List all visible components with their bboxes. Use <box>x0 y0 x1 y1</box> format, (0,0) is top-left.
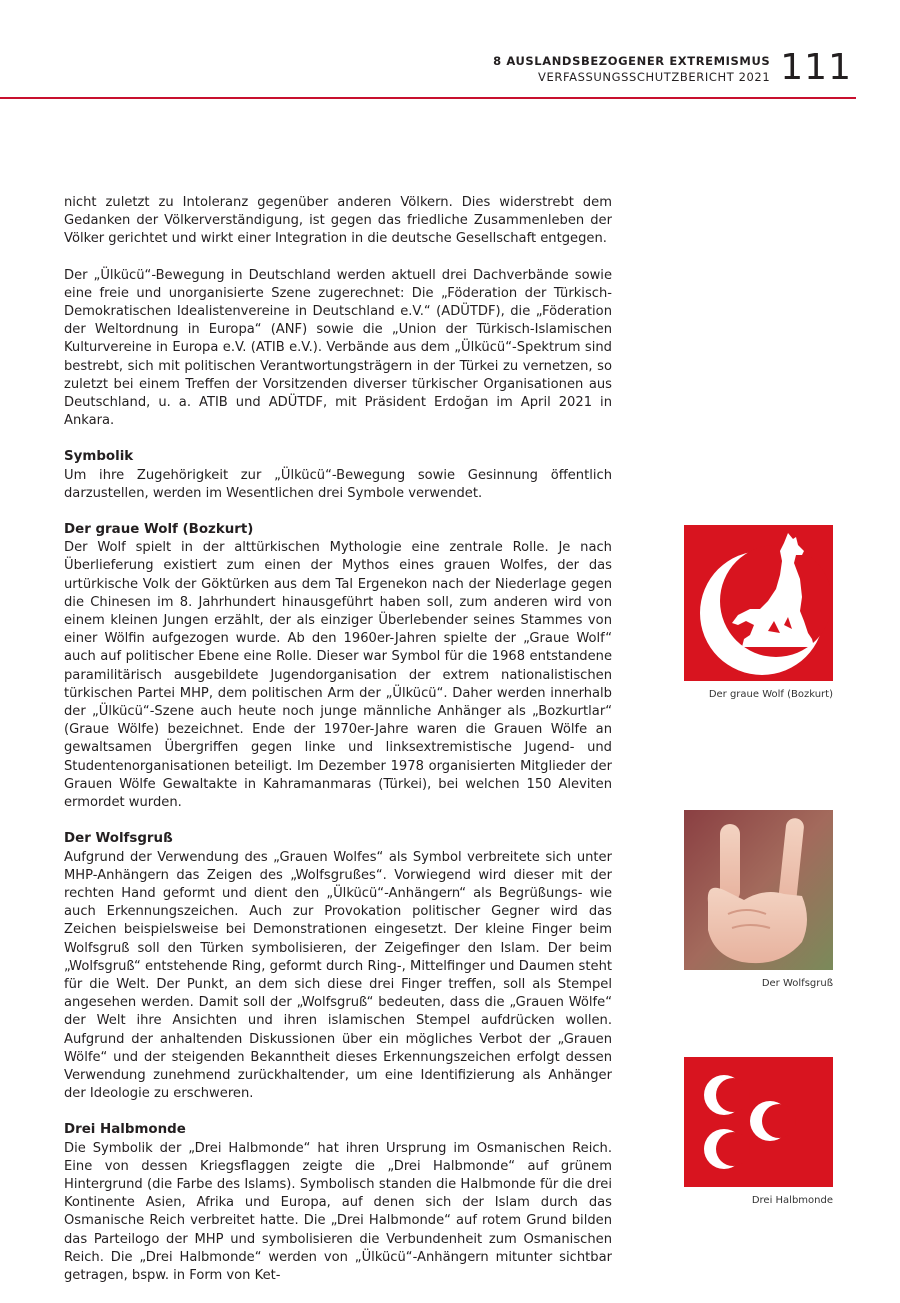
halbmonde-caption: Drei Halbmonde <box>751 1195 833 1206</box>
wolf-caption: Der graue Wolf (Bozkurt) <box>708 689 833 700</box>
wolf-heading: Der graue Wolf (Bozkurt) <box>64 522 254 538</box>
wolfsgruss-paragraph: Aufgrund der Verwendung des „Grauen Wolfes“ als Symbol verbreitete sich unter MHP-Anhängern das Zeigen des „Wolfsgrußes“. Vorwiegend wird dieser mit der rechten Hand geformt und dient den „Ülkücü“-Anhängern“ als Begrüßungs- wie auch Erkennungszeichen. Auch zur Provokation politischer Gegner wird das Zeichen beispielsweise bei Demonstrationen eingesetzt. Der kleine Finger beim Wolfsgruß soll den Türken symbolisieren, der Zeigefinger den Islam. Der beim „Wolfsgruß“ entstehende Ring, geformt durch Ring-, Mittelfinger und Daumen steht für die Welt. Der Punkt, an dem sich diese drei Finger treffen, soll als Stempel angesehen werden. Damit soll der „Wolfsgruß“ bedeuten, dass die „Grauen Wölfe“ der Welt ihre Ansichten und ihren islamischen Stempel aufdrücken wollen. Aufgrund der anhaltenden Diskussionen über ein mögliches Verbot der „Grauen Wölfe“ und der steigenden Bekanntheit dieses Erkennungszeichen erfolgt dessen Verwendung zunehmend zurückhaltender, um eine Identifizierung als Anhänger der Ideologie zu erschweren. <box>64 849 612 1102</box>
header-text <box>493 53 770 85</box>
figure-three-crescents <box>684 1057 833 1207</box>
header-divider <box>0 97 856 99</box>
wolf-paragraph: Der Wolf spielt in der alttürkischen Mythologie eine zentrale Rolle. Je nach Überlieferung existiert zum einen der Mythos eines grauen Wolfes, der das urtürkische Volk der Göktürken aus dem Tal Ergenekon nach der Niederlage gegen die Chinesen im 8. Jahrhundert hinausgeführt haben soll, zum anderen wird von einem kleinen Jungen erzählt, der als einziger Überlebender seines Stammes von einer Wölfin aufgezogen wurde. Ab den 1960er-Jahren spielte der „Graue Wolf“ auch auf politischer Ebene eine Rolle. Dieser war Symbol für die 1968 entstandene paramilitärisch ausgebildete Jugendorganisation der extrem nationalistischen türkischen Partei MHP, dem politischen Arm der „Ülkücü“. Daher werden innerhalb der „Ülkücü“-Szene auch heute noch junge männliche Anhänger als „Bozkurtlar“ (Graue Wölfe) bezeichnet. Ende der 1970er-Jahre waren die Grauen Wölfe an gewaltsamen Übergriffen gegen linke und linksextremistische Jugend- und Studentenorganisationen beteiligt. Im Dezember 1978 organisierten Mitglieder der Grauen Wölfe Gewaltakte in Kahramanmaras (Türkei), bei welchen 150 Aleviten ermordet wurden. <box>64 540 612 811</box>
page-header <box>493 48 852 88</box>
symbolik-heading: Symbolik <box>64 449 134 465</box>
halbmonde-paragraph: Die Symbolik der „Drei Halbmonde“ hat ihren Ursprung im Osmanischen Reich. Eine von dessen Kriegsflaggen zeigte die „Drei Halbmonde“ auf grünem Hintergrund (die Farbe des Islams). Symbolisch standen die Halbmonde für die drei Kontinente Asien, Afrika und Europa, auf denen sich der Islam durch das Osmanische Reich verbreitet hatte. Die „Drei Halbmonde“ auf rotem Grund bilden das Parteilogo der MHP und symbolisieren die Verbundenheit zum Osmanischen Reich. Die „Drei Halbmonde“ werden von „Ülkücü“-Anhängern mitunter sichtbar getragen, bspw. in Form von Ket- <box>64 1140 612 1283</box>
figure-grey-wolf <box>684 525 833 701</box>
wolf-salute-hand-image <box>684 810 833 970</box>
wolfsgruss-caption: Der Wolfsgruß <box>761 978 833 989</box>
report-title: VERFASSUNGSSCHUTZBERICHT 2021 <box>538 70 771 84</box>
three-crescents-flag-image <box>684 1057 833 1187</box>
wolfsgruss-heading: Der Wolfsgruß <box>64 831 173 847</box>
symbolik-paragraph: Um ihre Zugehörigkeit zur „Ülkücü“-Bewegung sowie Gesinnung öffentlich darzustellen, werden im Wesentlichen drei Symbole verwendet. <box>64 467 612 501</box>
intro-paragraph-1: nicht zuletzt zu Intoleranz gegenüber anderen Völkern. Dies widerstrebt dem Gedanken der Völkerverständigung, ist gegen das friedliche Zusammenleben der Völker gerichtet und wirkt einer Integration in die deutsche Gesellschaft entgegen. <box>64 195 612 247</box>
halbmonde-heading: Drei Halbmonde <box>64 1122 186 1138</box>
intro-paragraph-2: Der „Ülkücü“-Bewegung in Deutschland werden aktuell drei Dachverbände sowie eine freie und unorganisierte Szene zugerechnet: Die „Föderation der Türkisch-Demokratischen Idealistenvereine in Deutschland e.V.“ (ADÜTDF), die „Föderation der Weltordnung in Europa“ (ANF) sowie die „Union der Türkisch-Islamischen Kulturvereine in Europa e.V. (ATIB e.V.). Verbände aus dem „Ülkücü“-Spektrum sind bestrebt, sich mit politischen Verantwortungsträgern in der Türkei zu vernetzen, so zuletzt bei einem Treffen der Vorsitzenden diverser türkischer Organisationen aus Deutschland, u. a. ATIB und ADÜTDF, mit Präsident Erdoğan im April 2021 in Ankara. <box>64 267 612 429</box>
page-number: 111 <box>780 47 852 88</box>
grey-wolf-emblem-image <box>684 525 833 681</box>
figure-wolf-salute <box>684 810 833 990</box>
main-text-column <box>64 194 612 1303</box>
chapter-title: 8 AUSLANDSBEZOGENER EXTREMISMUS <box>493 54 771 68</box>
